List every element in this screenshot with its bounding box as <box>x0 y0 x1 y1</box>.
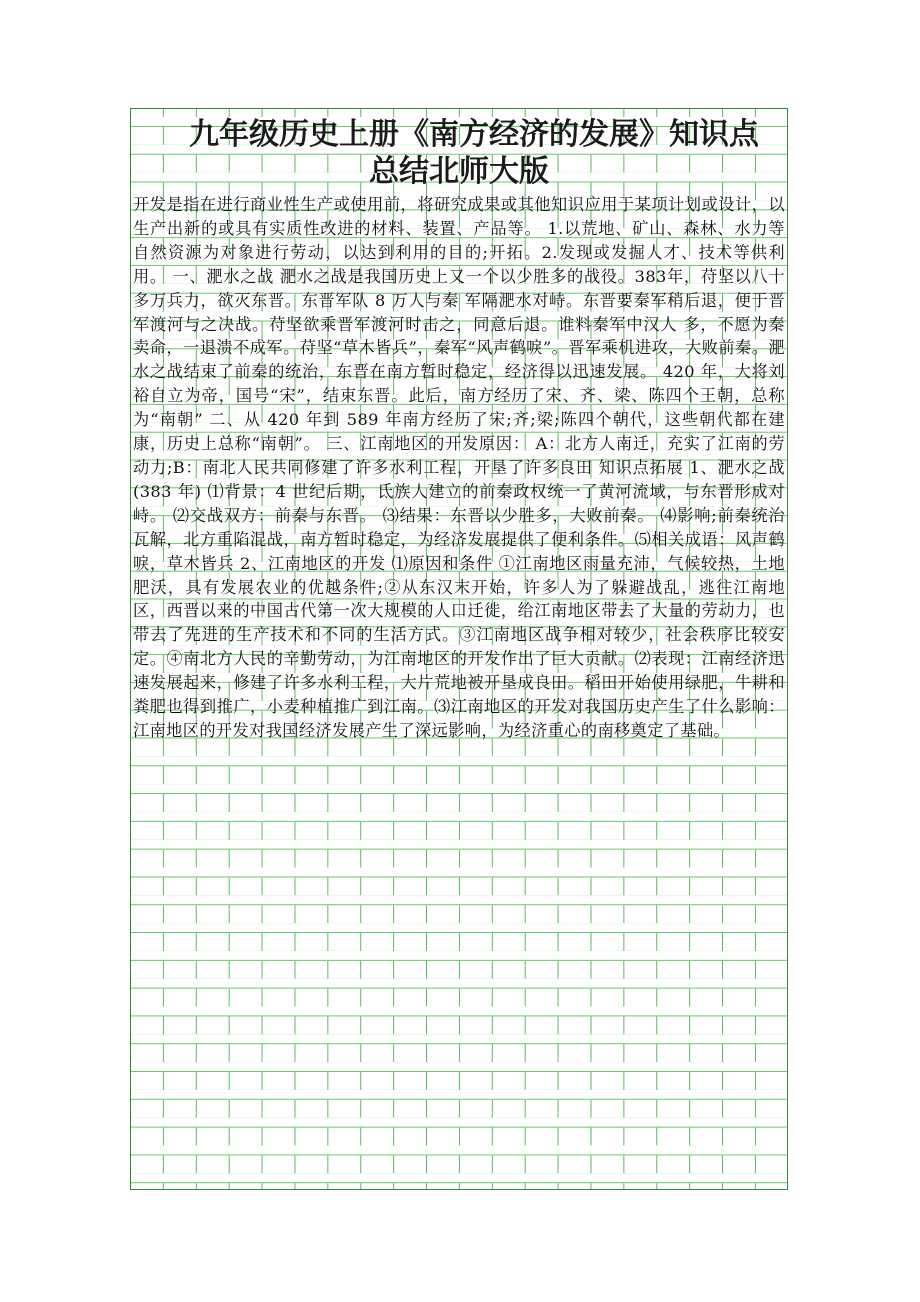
document-title-line-2: 总结北师大版 <box>369 154 549 189</box>
document-body-text: 开发是指在进行商业性生产或使用前，将研究成果或其他知识应用于某项计划或设计，以生产出新的或具有实质性改进的材料、装置、产品等。 1.以荒地、矿山、森林、水力等自然资源为对象进行劳动，以达到利用的目的;开拓。2.发现或发掘人才、技术等供利用。 一、淝水之战 淝水之战是我国历史上又一个以少胜多的战役。383年，苻坚以八十多万兵力，欲灭东晋。东晋军队 8 万人与秦 军隔淝水对峙。东晋要秦军稍后退，便于晋军渡河与之决战。苻坚欲乘晋军渡河时击之，同意后退。谁料秦军中汉人 多，不愿为秦卖命，一退溃不成军。苻坚“草木皆兵”，秦军“风声鹤唳”。晋军乘机进攻，大败前秦。淝水之战结束了前秦的统治，东晋在南方暂时稳定，经济得以迅速发展。 420 年，大将刘裕自立为帝，国号“宋”，结束东晋。此后，南方经历了宋、齐、梁、陈四个王朝，总称为“南朝” 二、从 420 年到 589 年南方经历了宋;齐;梁;陈四个朝代，这些朝代都在建康，历史上总称“南朝”。 三、江南地区的开发原因： A：北方人南迁，充实了江南的劳动力;B：南北人民共同修建了许多水利工程，开垦了许多良田 知识点拓展 1、淝水之战(383 年) ⑴背景：4 世纪后期，氐族人建立的前秦政权统一了黄河流域，与东晋形成对峙。 ⑵交战双方：前秦与东晋。 ⑶结果：东晋以少胜多，大败前秦。 ⑷影响;前秦统治瓦解，北方重陷混战，南方暂时稳定，为经济发展提供了便利条件。⑸相关成语：风声鹤唳，草木皆兵 2、江南地区的开发 ⑴原因和条件 ①江南地区雨量充沛，气候较热，土地肥沃，具有发展农业的优越条件;②从东汉末开始，许多人为了躲避战乱，逃往江南地区，西晋以来的中国古代第一次大规模的人口迁徙，给江南地区带去了大量的劳动力，也带去了先进的生产技术和不同的生活方式。③江南地区战争相对较少，社会秩序比较安定。④南北方人民的辛勤劳动，为江南地区的开发作出了巨大贡献。⑵表现：江南经济迅速发展起来，修建了许多水利工程，大片荒地被开垦成良田。稻田开始使用绿肥，牛耕和粪肥也得到推广，小麦种植推广到江南。⑶江南地区的开发对我国历史产生了什么影响：江南地区的开发对我国经济发展产生了深远影响，为经济重心的南移奠定了基础。 <box>133 195 785 740</box>
grid-paper-sheet <box>130 108 788 1190</box>
document-content <box>131 109 787 1189</box>
document-title-line-1: 九年级历史上册《南方经济的发展》知识点 <box>189 117 759 152</box>
